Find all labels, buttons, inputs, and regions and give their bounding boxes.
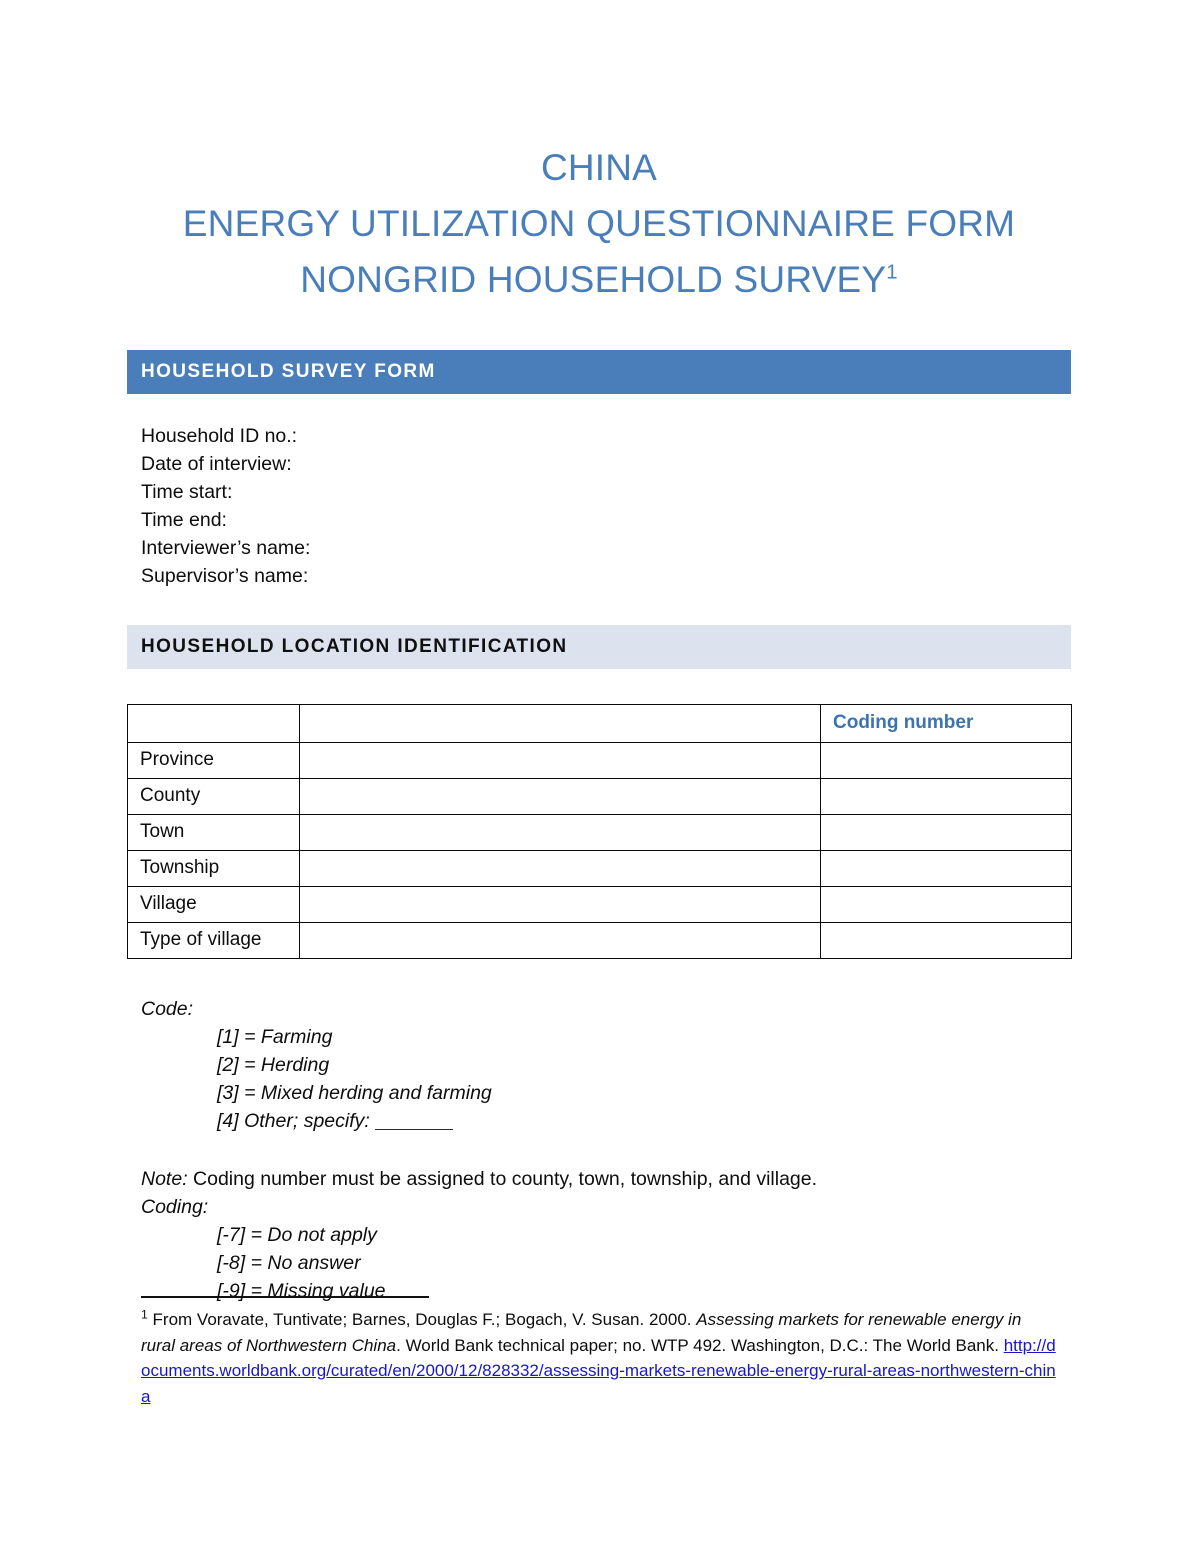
table-cell-value-province[interactable]	[300, 743, 821, 779]
title-line-survey	[127, 252, 1071, 308]
field-household-id: Household ID no.:	[141, 425, 298, 447]
page-title	[127, 0, 1071, 308]
coding-legend-label: Coding:	[141, 1196, 209, 1218]
table-cell-coding-type-of-village[interactable]	[821, 923, 1072, 959]
table-row	[128, 743, 1072, 779]
footnote-italic-title: Assessing markets for renewable energy in rural areas of Northwestern China	[141, 1310, 1022, 1355]
table-cell-coding-province[interactable]	[821, 743, 1072, 779]
table-cell-value-town[interactable]	[300, 815, 821, 851]
field-date-of-interview: Date of interview:	[141, 453, 292, 475]
section-header-household-location-identification: HOUSEHOLD LOCATION IDENTIFICATION	[127, 625, 1071, 669]
title-footnote-marker: 1	[886, 261, 898, 284]
section-header-household-survey-form: HOUSEHOLD SURVEY FORM	[127, 350, 1071, 394]
footnote-separator-rule	[141, 1296, 429, 1298]
title-line-form: ENERGY UTILIZATION QUESTIONNAIRE FORM	[182, 203, 1016, 244]
code-legend-label: Code:	[141, 998, 194, 1020]
footnote-text-part2: . World Bank technical paper; no. WTP 492. Washington, D.C.: The World Bank.	[396, 1335, 1004, 1355]
note-text: Coding number must be assigned to county, town, township, and village.	[187, 1168, 818, 1190]
table-cell-label-county: County	[128, 779, 300, 815]
code-item-mixed: [3] = Mixed herding and farming	[217, 1082, 492, 1104]
table-cell-label-village: Village	[128, 887, 300, 923]
footnote-source-link[interactable]: http://documents.worldbank.org/curated/en/2000/12/828332/assessing-markets-renewable-energy-rural-areas-northwestern-china	[141, 1335, 1056, 1406]
table-cell-coding-village[interactable]	[821, 887, 1072, 923]
coding-note	[127, 1165, 1071, 1305]
household-survey-field-list	[127, 422, 1071, 590]
footnote-marker: 1	[141, 1307, 148, 1322]
table-header-coding-number: Coding number	[821, 705, 1072, 743]
code-item-farming: [1] = Farming	[217, 1026, 333, 1048]
table-cell-value-village[interactable]	[300, 887, 821, 923]
code-item-other	[141, 1107, 1071, 1135]
page-content	[127, 0, 1071, 1305]
table-row	[128, 779, 1072, 815]
table-cell-label-town: Town	[128, 815, 300, 851]
footnote-area	[141, 1296, 1056, 1409]
table-cell-coding-town[interactable]	[821, 815, 1072, 851]
title-survey-text: NONGRID HOUSEHOLD SURVEY	[300, 259, 887, 300]
title-line-country: CHINA	[540, 147, 658, 188]
table-cell-coding-township[interactable]	[821, 851, 1072, 887]
coding-item-no-answer: [-8] = No answer	[217, 1252, 361, 1274]
household-location-table	[127, 704, 1072, 959]
note-label: Note:	[141, 1168, 188, 1190]
note-line	[141, 1165, 1071, 1193]
coding-item-do-not-apply: [-7] = Do not apply	[217, 1224, 377, 1246]
table-cell-label-type-of-village: Type of village	[128, 923, 300, 959]
table-row	[128, 923, 1072, 959]
field-time-start: Time start:	[141, 481, 233, 503]
table-header-blank-1	[128, 705, 300, 743]
table-cell-label-province: Province	[128, 743, 300, 779]
table-cell-value-township[interactable]	[300, 851, 821, 887]
footnote-text-part1: From Voravate, Tuntivate; Barnes, Douglas F.; Bogach, V. Susan. 2000.	[147, 1310, 697, 1329]
code-item-herding: [2] = Herding	[217, 1054, 330, 1076]
table-cell-value-county[interactable]	[300, 779, 821, 815]
table-row	[128, 851, 1072, 887]
field-interviewer-name: Interviewer’s name:	[141, 537, 311, 559]
code-legend	[127, 995, 1071, 1135]
field-time-end: Time end:	[141, 509, 227, 531]
code-item-other-blank[interactable]	[375, 1129, 453, 1130]
table-cell-coding-county[interactable]	[821, 779, 1072, 815]
footnote-text	[141, 1307, 1056, 1409]
field-supervisor-name: Supervisor’s name:	[141, 565, 309, 587]
code-item-other-label: [4] Other; specify:	[217, 1110, 370, 1132]
table-header-row	[128, 705, 1072, 743]
table-row	[128, 815, 1072, 851]
coding-item-missing-value: [-9] = Missing value	[217, 1280, 386, 1302]
table-header-blank-2	[300, 705, 821, 743]
table-cell-label-township: Township	[128, 851, 300, 887]
table-row	[128, 887, 1072, 923]
table-cell-value-type-of-village[interactable]	[300, 923, 821, 959]
